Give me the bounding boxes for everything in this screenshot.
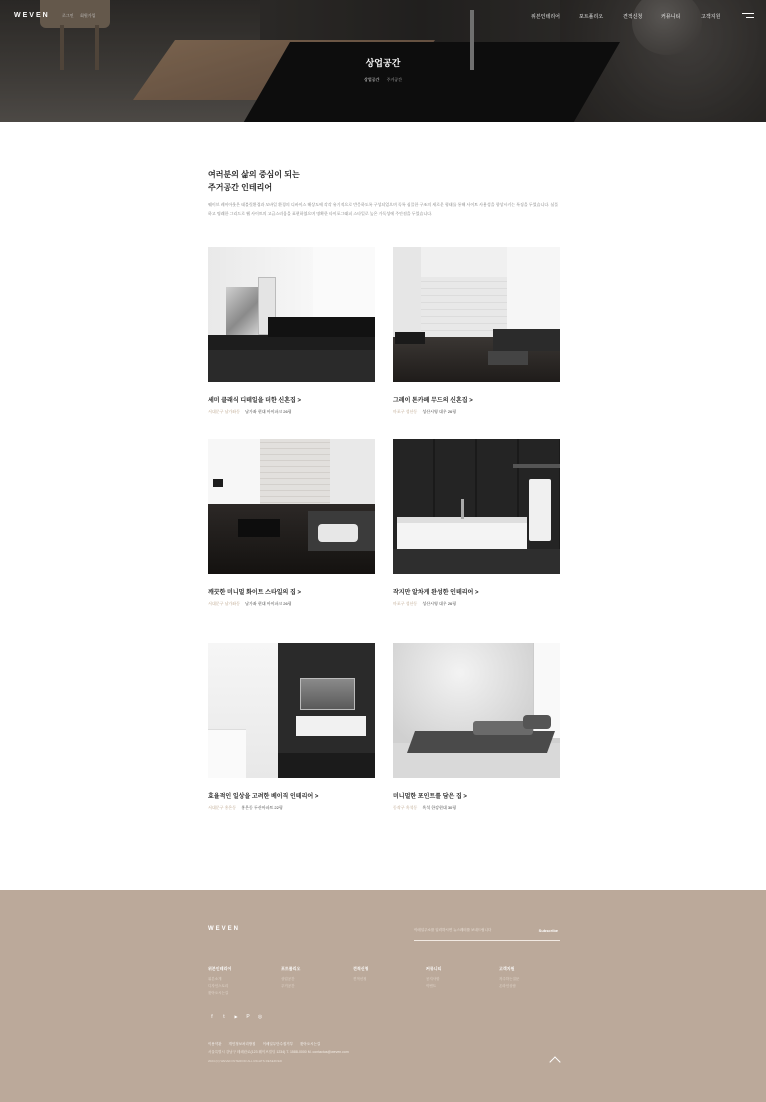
nav-item-about[interactable]: 위븐인테리어 bbox=[531, 14, 560, 20]
project-location: 동작구 흑석동 bbox=[393, 805, 418, 810]
project-photo[interactable] bbox=[393, 643, 560, 778]
project-photo[interactable] bbox=[393, 247, 560, 382]
site-logo[interactable]: WEVEN bbox=[14, 12, 50, 19]
email-policy-link[interactable]: 이메일무단수집거부 bbox=[262, 1042, 293, 1046]
newsletter-input[interactable] bbox=[414, 928, 560, 941]
hero-banner bbox=[0, 0, 766, 122]
newsletter-placeholder: 이메일주소를 입력하시면 뉴스레터를 보내드립니다 bbox=[414, 928, 492, 932]
project-title[interactable]: 그레이 톤카페 무드의 신혼집 > bbox=[393, 398, 473, 404]
nav-item-community[interactable]: 커뮤니티 bbox=[661, 14, 681, 20]
privacy-link[interactable]: 개인정보처리방침 bbox=[228, 1042, 256, 1046]
project-apartment: 남가좌 현대 아이파크 26평 bbox=[245, 601, 292, 606]
twitter-icon[interactable]: t bbox=[223, 1014, 225, 1020]
login-link[interactable]: 로그인 bbox=[62, 13, 74, 18]
project-apartment: 남가좌 현대 아이파크 26평 bbox=[245, 409, 292, 414]
project-photo[interactable] bbox=[393, 439, 560, 574]
footer-column-estimate: 견적신청 견적신청 bbox=[353, 966, 369, 981]
nav-item-estimate[interactable]: 견적신청 bbox=[623, 14, 643, 20]
project-title[interactable]: 효율적인 일상을 고려한 베이직 인테리어 > bbox=[208, 794, 319, 800]
project-photo[interactable] bbox=[208, 439, 375, 574]
project-location: 서대문구 남가좌동 bbox=[208, 409, 241, 414]
footer-column-community: 커뮤니티 공지사항 이벤트 bbox=[426, 966, 442, 988]
footer-column-portfolio: 포트폴리오 상업공간 주거공간 bbox=[281, 966, 301, 988]
pinterest-icon[interactable]: P bbox=[246, 1014, 250, 1020]
footer-address: 서울특별시 강남구 테헤란로(123 웨이브빌딩 1234) T. 1588-0000 M. contactus@weven.com bbox=[208, 1050, 349, 1054]
project-apartment: 흑석 한강현대 30평 bbox=[422, 805, 457, 810]
category-tabs bbox=[0, 77, 766, 83]
nav-item-support[interactable]: 고객지원 bbox=[701, 14, 721, 20]
youtube-icon[interactable]: ▶ bbox=[234, 1014, 238, 1019]
project-apartment: 홍은동 두산아파트 22평 bbox=[241, 805, 283, 810]
facebook-icon[interactable]: f bbox=[211, 1014, 213, 1020]
intro-heading: 여러분의 삶의 중심이 되는 주거공간 인테리어 bbox=[208, 170, 300, 192]
project-apartment: 성산시영 대우 26평 bbox=[422, 409, 457, 414]
footer-logo[interactable]: WEVEN bbox=[208, 926, 241, 932]
project-photo[interactable] bbox=[208, 247, 375, 382]
project-apartment: 성산시영 대우 26평 bbox=[422, 601, 457, 606]
project-location: 마포구 성산동 bbox=[393, 409, 418, 414]
scroll-top-chevron-up-icon[interactable] bbox=[549, 1056, 560, 1067]
project-location: 마포구 성산동 bbox=[393, 601, 418, 606]
signup-link[interactable]: 회원가입 bbox=[80, 13, 96, 18]
terms-link[interactable]: 이용약관 bbox=[208, 1042, 222, 1046]
project-location: 서대문구 남가좌동 bbox=[208, 601, 241, 606]
project-title[interactable]: 작지만 알차게 완성한 인테리어 > bbox=[393, 590, 479, 596]
tab-commercial[interactable]: 상업공간 bbox=[363, 77, 380, 82]
project-title[interactable]: 세미 클래식 디테일을 더한 신혼집 > bbox=[208, 398, 301, 404]
project-location: 서대문구 홍은동 bbox=[208, 805, 237, 810]
footer-column-support: 고객지원 자주하는질문 온라인상담 bbox=[499, 966, 520, 988]
footer-copyright: 2024 (C) WEVEN INTERIOR ALL RIGHTS RESERVED bbox=[208, 1059, 283, 1063]
instagram-icon[interactable]: ◎ bbox=[257, 1014, 263, 1020]
footer-policy-links bbox=[208, 1042, 326, 1047]
footer-column-about: 위븐인테리어 위븐소개 디자인스토리 찾아오시는길 bbox=[208, 966, 232, 995]
directions-link[interactable]: 찾아오시는길 bbox=[299, 1042, 321, 1046]
hamburger-menu-icon[interactable] bbox=[742, 13, 754, 19]
intro-description: 웨이브 레이아웃은 태블릿환경과 모바일 환경의 디바이스 해상도에 각각 유기적으로 반응하도록 구성되었으며 독특 심플한 구조의 새로운 형태를 통해 사이트 사용성을 향상시키는 특징을 두었습니다. 심플하고 명쾌한 그리드로 웹 사이트의 고급스러움을 표현하였으며 명확한 타이포그래피 스타일로 높은 가독성에 주안점을 두었습니다. bbox=[208, 202, 559, 216]
project-photo[interactable] bbox=[208, 643, 375, 778]
project-title[interactable]: 깨끗한 미니멀 화이트 스타일의 집 > bbox=[208, 590, 301, 596]
page-title: 상업공간 bbox=[365, 58, 401, 68]
site-footer bbox=[0, 890, 766, 1102]
nav-item-portfolio[interactable]: 포트폴리오 bbox=[579, 14, 604, 20]
subscribe-button[interactable]: Subscribe bbox=[538, 928, 558, 933]
project-title[interactable]: 미니멀한 포인트를 담은 집 > bbox=[393, 794, 467, 800]
tab-residential[interactable]: 주거공간 bbox=[386, 77, 403, 82]
